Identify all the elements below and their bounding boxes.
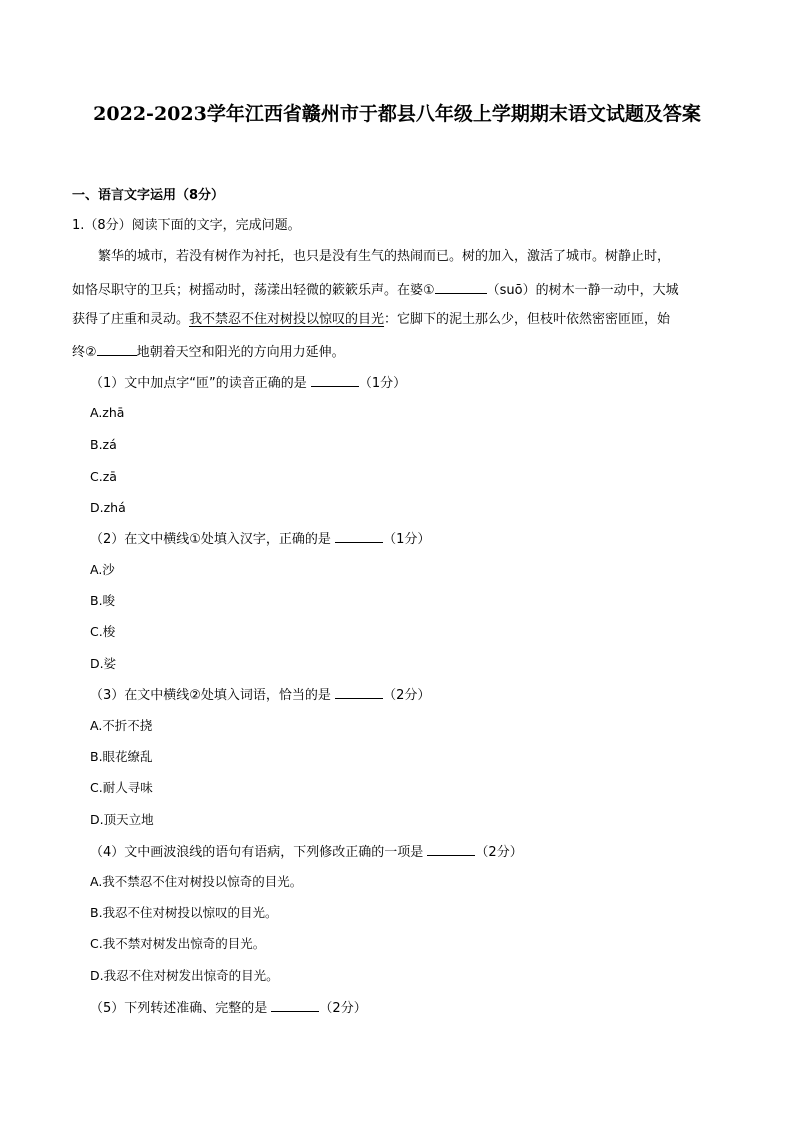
option-c: C.梭: [90, 624, 116, 639]
question-score: （2分）: [383, 688, 431, 703]
option-b: B.眼花缭乱: [90, 749, 153, 764]
question-score: （1分）: [358, 376, 407, 391]
answer-blank: [335, 684, 383, 699]
passage-text: 地朝着天空和阳光的方向用力延伸。: [136, 345, 345, 360]
answer-blank: [311, 372, 359, 387]
passage-line: 繁华的城市，若没有树作为衬托，也只是没有生气的热闹而已。树的加入，激活了城市。树静止时，: [98, 249, 671, 264]
sub-question-1: [90, 372, 406, 394]
question-stem: （2）在文中横线①处填入汉字，正确的是: [90, 532, 331, 547]
option-a: A.zhā: [90, 405, 125, 420]
wavy-underlined-sentence: 我不禁忍不住对树投以惊叹的目光: [189, 312, 385, 327]
passage-line: [72, 341, 345, 363]
passage-text: 如恪尽职守的卫兵；树摇动时，荡漾出轻微的簌簌乐声。在婆①: [72, 283, 435, 298]
option-b: B.唆: [90, 593, 116, 608]
option-a: A.不折不挠: [90, 718, 153, 733]
option-d: D.zhá: [90, 500, 126, 515]
passage-line: [72, 279, 679, 301]
question-stem: （5）下列转述准确、完整的是: [90, 1001, 268, 1016]
question-stem: （3）在文中横线②处填入词语，恰当的是: [90, 688, 331, 703]
section-heading: 一、语言文字运用（8分）: [72, 188, 225, 203]
option-a: A.沙: [90, 562, 115, 577]
option-c: C.我不禁对树发出惊奇的目光。: [90, 936, 266, 951]
question-stem: （4）文中画波浪线的语句有语病，下列修改正确的一项是: [90, 845, 424, 860]
passage-text: （suō）的树木一静一动中，大城: [486, 283, 679, 298]
question-score: （2分）: [475, 845, 523, 860]
question-1-heading: 1.（8分）阅读下面的文字，完成问题。: [72, 218, 301, 233]
passage-text: 终②: [72, 345, 97, 360]
sub-question-2: [90, 528, 430, 550]
blank-1: [435, 279, 487, 294]
passage-text: 获得了庄重和灵动。: [72, 312, 190, 327]
option-d: D.娑: [90, 656, 117, 671]
question-score: （1分）: [383, 532, 431, 547]
sub-question-3: [90, 684, 430, 706]
passage-line: [72, 310, 670, 330]
blank-2: [97, 341, 137, 356]
sub-question-4: [90, 841, 523, 863]
option-b: B.我忍不住对树投以惊叹的目光。: [90, 905, 278, 920]
option-c: C.耐人寻味: [90, 780, 153, 795]
question-stem: （1）文中加点字“匝”的读音正确的是: [90, 376, 307, 391]
option-d: D.顶天立地: [90, 812, 154, 827]
answer-blank: [271, 997, 319, 1012]
option-a: A.我不禁忍不住对树投以惊奇的目光。: [90, 874, 303, 889]
option-d: D.我忍不住对树发出惊奇的目光。: [90, 968, 279, 983]
passage-text: ：它脚下的泥土那么少，但枝叶依然密密匝匝，始: [384, 312, 671, 327]
sub-question-5: [90, 997, 367, 1019]
option-c: C.zā: [90, 469, 117, 484]
answer-blank: [427, 841, 475, 856]
document-title: 2022-2023学年江西省赣州市于都县八年级上学期期末语文试题及答案: [93, 103, 701, 125]
option-b: B.zá: [90, 437, 117, 452]
answer-blank: [335, 528, 383, 543]
question-score: （2分）: [319, 1001, 367, 1016]
